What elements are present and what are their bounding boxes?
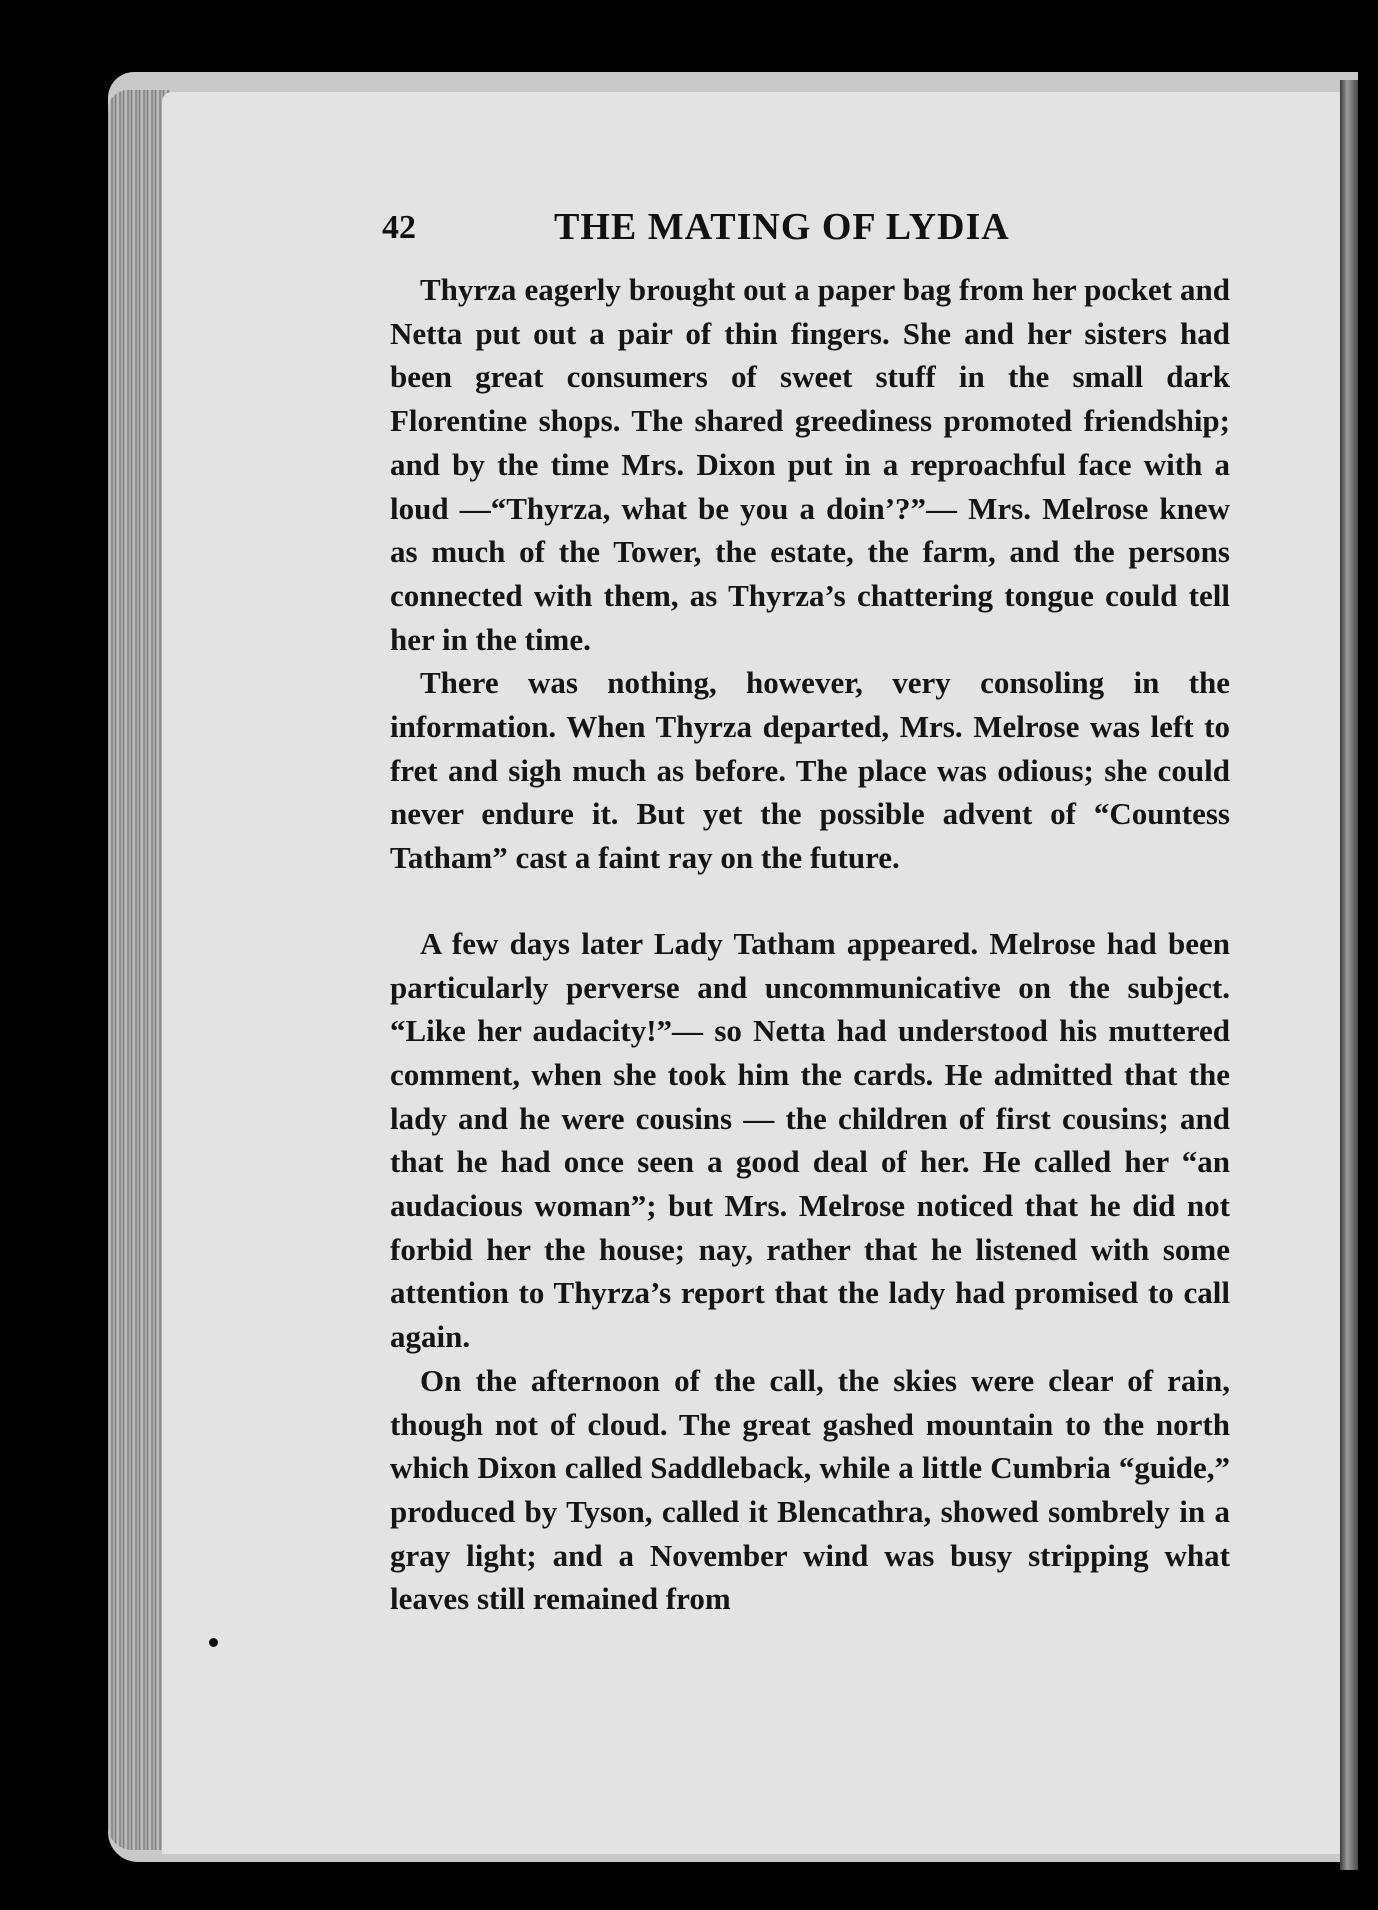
running-title: THE MATING OF LYDIA (554, 206, 1010, 248)
paragraph: A few days later Lady Tatham appeared. Melrose had been particularly perverse and uncommunicative on the subject. “Like her audacity!”— so Netta had understood his muttered comment, when she took him the cards. He admitted that the lady and he were cousins — the children of first cousins; and that he had once seen a good deal of her. He called her “an audacious woman”; but Mrs. Melrose noticed that he did not forbid her the house; nay, rather that he listened with some attention to Thyrza’s report that the lady had promised to call again. (390, 925, 1230, 1355)
paragraph: On the afternoon of the call, the skies were clear of rain, though not of cloud. The great gashed mountain to the north which Dixon called Saddleback, while a little Cumbria “guide,” produced by Tyson, called it Blencathra, showed sombrely in a gray light; and a November wind was busy stripping what leaves still remained from (390, 1362, 1230, 1617)
paragraph: Thyrza eagerly brought out a paper bag from her pocket and Netta put out a pair of thin fingers. She and her sisters had been great consumers of sweet stuff in the small dark Florentine shops. The shared greediness promoted friendship; and by the time Mrs. Dixon put in a reproachful face with a loud —“Thyrza, what be you a doin’?”— Mrs. Melrose knew as much of the Tower, the estate, the farm, and the persons connected with them, as Thyrza’s chattering tongue could tell her in the time. (390, 272, 1230, 657)
page-number: 42 (382, 209, 416, 246)
page-edges (108, 90, 170, 1850)
book-right-edge (1340, 80, 1358, 1870)
ink-speck (209, 1638, 218, 1647)
body-text (390, 268, 1230, 1621)
page-header (382, 205, 1242, 261)
paragraph: There was nothing, however, very consoling in the information. When Thyrza departed, Mrs. Melrose was left to fret and sigh much as before. The place was odious; she could never endure it. But yet the possible advent of “Countess Tatham” cast a faint ray on the future. (390, 665, 1230, 876)
